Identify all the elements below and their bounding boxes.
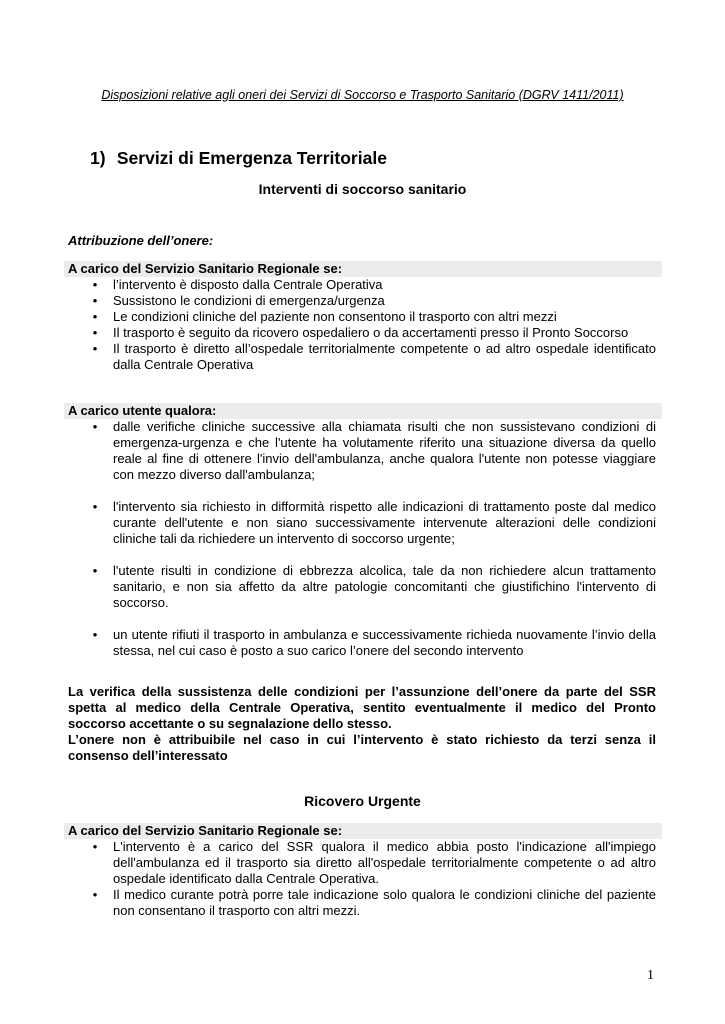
list-item: • l'intervento sia richiesto in difformità rispetto alle indicazioni di trattamento poste dal medico curante dell'utente e non siano successivamente intervenute alterazioni delle condizioni cliniche tali da richiedere un intervento di soccorso urgente;	[88, 499, 656, 547]
bullet-icon: •	[92, 563, 98, 578]
user-list	[88, 419, 656, 675]
list-item: • dalle verifiche cliniche successive alla chiamata risulti che non sussistevano condizioni di emergenza-urgenza e che l'utente ha volutamente riferito una situazione diversa da quello reale al fine di ottenere l'invio dell'ambulanza, anche qualora l'utente non potesse viaggiare con mezzo diverso dall'ambulanza;	[88, 419, 656, 483]
list-item: • l'utente risulti in condizione di ebbrezza alcolica, tale da non richiedere alcun trattamento sanitario, e non sia affetto da altre patologie concomitanti che giustifichino l'intervento di soccorso.	[88, 563, 656, 611]
list-item: • l’intervento è disposto dalla Centrale Operativa	[88, 277, 656, 293]
bullet-icon: •	[92, 627, 98, 642]
list-item: • L'intervento è a carico del SSR qualora il medico abbia posto l'indicazione all'impiego dell'ambulanza ed il trasporto sia diretto all'ospedale territorialmente competente o ad altro ospedale identificato dalla Centrale Operativa.	[88, 839, 656, 887]
list-item: • Il trasporto è seguito da ricovero ospedaliero o da accertamenti presso il Pronto Soccorso	[88, 325, 656, 341]
verification-paragraph: La verifica della sussistenza delle condizioni per l’assunzione dell’onere da parte del SSR spetta al medico della Centrale Operativa, sentito eventualmente il medico del Pronto soccorso accettante o su segnalazione dello stesso. L’onere non è attribuibile nel caso in cui l’intervento è stato richiesto da terzi senza il consenso dell’interessato	[68, 684, 656, 763]
bullet-icon: •	[92, 293, 98, 308]
ricovero-heading: A carico del Servizio Sanitario Regionale se:	[64, 823, 662, 839]
user-heading: A carico utente qualora:	[64, 403, 662, 419]
list-item: • Le condizioni cliniche del paziente non consentono il trasporto con altri mezzi	[88, 309, 656, 325]
ricovero-title: Ricovero Urgente	[304, 793, 421, 809]
bullet-icon: •	[92, 419, 98, 434]
list-item: • Il medico curante potrà porre tale indicazione solo qualora le condizioni cliniche del paziente non consentano il trasporto con altri mezzi.	[88, 887, 656, 919]
bullet-icon: •	[92, 325, 98, 340]
section-title	[90, 148, 387, 168]
section-title-text: Servizi di Emergenza Territoriale	[116, 148, 387, 168]
page-number: 1	[647, 968, 654, 983]
ssr-heading: A carico del Servizio Sanitario Regionale se:	[64, 261, 662, 277]
document-header: Disposizioni relative agli oneri dei Servizi di Soccorso e Trasporto Sanitario (DGRV 1411/2011)	[101, 88, 624, 102]
section-number: 1)	[90, 148, 106, 168]
attribution-label: Attribuzione dell’onere:	[68, 233, 214, 248]
bullet-icon: •	[92, 277, 98, 292]
ricovero-list	[88, 839, 656, 919]
ssr-list	[88, 277, 656, 373]
list-item: • Sussistono le condizioni di emergenza/urgenza	[88, 293, 656, 309]
list-item: • un utente rifiuti il trasporto in ambulanza e successivamente richieda nuovamente l’invio della stessa, nel cui caso è posto a suo carico l’onere del secondo intervento	[88, 627, 656, 659]
bullet-icon: •	[92, 309, 98, 324]
bullet-icon: •	[92, 839, 98, 854]
bullet-icon: •	[92, 499, 98, 514]
list-item: • Il trasporto è diretto all’ospedale territorialmente competente o ad altro ospedale identificato dalla Centrale Operativa	[88, 341, 656, 373]
bullet-icon: •	[92, 341, 98, 356]
subsection-title: Interventi di soccorso sanitario	[258, 181, 467, 197]
bullet-icon: •	[92, 887, 98, 902]
